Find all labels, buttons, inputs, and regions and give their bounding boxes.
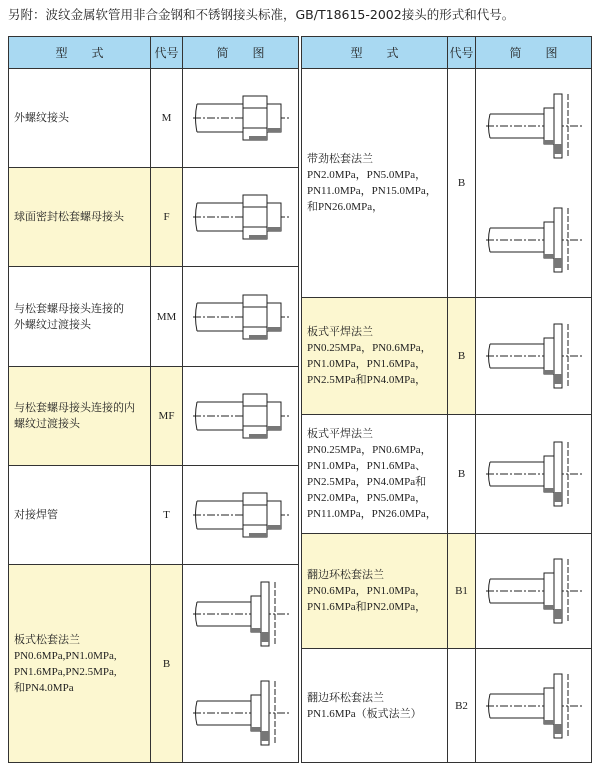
right-row-1-plate-slip-on-flange-cell [475, 297, 592, 415]
left-row-4-butt-weld-pipe-cell [182, 465, 299, 565]
left-row-4-butt-weld-pipe-drawing [193, 479, 289, 551]
left-row-3-type: 与松套螺母接头连接的内 螺纹过渡接头 [8, 366, 151, 466]
left-row-2-male-adapter-drawing [193, 281, 289, 353]
header-code: 代号 [150, 36, 183, 69]
right-row-1-type: 板式平焊法兰 PN0.25MPa，PN0.6MPa， PN1.0MPa，PN1.6MPa， PN2.5MPa和PN4.0MPa， [301, 297, 448, 415]
left-row-1-code: F [150, 167, 183, 267]
left-row-0-type: 外螺纹接头 [8, 68, 151, 168]
left-row-5-plate-loose-flange-drawing [193, 677, 289, 749]
page-title: 另附：波纹金属软管用非合金钢和不锈钢接头标准，GB/T18615-2002接头的形式和代号。 [8, 7, 515, 22]
left-row-3-female-adapter-drawing [193, 380, 289, 452]
right-row-2-plate-slip-on-flange-2-cell [475, 414, 592, 534]
left-row-4-code: T [150, 465, 183, 565]
right-row-2-type: 板式平焊法兰 PN0.25MPa，PN0.6MPa， PN1.0MPa，PN1.6MPa、 PN2.5MPa，PN4.0MPa和 PN2.0MPa，PN5.0MPa， PN11.0MPa，PN26.0MPa， [301, 414, 448, 534]
right-row-0-type: 带劲松套法兰 PN2.0MPa，PN5.0MPa， PN11.0MPa，PN15.0MPa， 和PN26.0MPa， [301, 68, 448, 298]
right-row-4-lap-joint-plate-flange-drawing [486, 670, 582, 742]
right-row-3-code: B1 [447, 533, 476, 649]
right-row-0-neck-loose-flange-cell [475, 68, 592, 298]
left-row-4-type: 对接焊管 [8, 465, 151, 565]
right-row-2-code: B [447, 414, 476, 534]
right-row-0-neck-loose-flange-drawing [486, 204, 582, 276]
right-row-1-code: B [447, 297, 476, 415]
header-type: 型 式 [8, 36, 151, 69]
right-row-1-plate-slip-on-flange-drawing [486, 320, 582, 392]
right-row-4-code: B2 [447, 648, 476, 763]
header-diagram-right: 简 图 [475, 36, 592, 69]
left-row-5-code: B [150, 564, 183, 763]
header-code-right: 代号 [447, 36, 476, 69]
left-row-2-code: MM [150, 266, 183, 367]
right-row-3-lap-joint-flange-cell [475, 533, 592, 649]
left-row-0-external-thread-fitting-cell [182, 68, 299, 168]
left-row-1-type: 球面密封松套螺母接头 [8, 167, 151, 267]
left-row-1-spherical-seal-nut-fitting-cell [182, 167, 299, 267]
left-row-1-spherical-seal-nut-fitting-drawing [193, 181, 289, 253]
left-row-5-type: 板式松套法兰 PN0.6MPa,PN1.0MPa, PN1.6MPa,PN2.5MPa, 和PN4.0MPa [8, 564, 151, 763]
right-row-2-plate-slip-on-flange-2-drawing [486, 438, 582, 510]
left-row-3-code: MF [150, 366, 183, 466]
right-row-0-code: B [447, 68, 476, 298]
left-row-2-type: 与松套螺母接头连接的 外螺纹过渡接头 [8, 266, 151, 367]
header-type-right: 型 式 [301, 36, 448, 69]
right-row-3-type: 翻边环松套法兰 PN0.6MPa，PN1.0MPa， PN1.6MPa和PN2.0MPa， [301, 533, 448, 649]
header-diagram: 简 图 [182, 36, 299, 69]
left-row-3-female-adapter-cell [182, 366, 299, 466]
left-row-0-code: M [150, 68, 183, 168]
right-row-4-lap-joint-plate-flange-cell [475, 648, 592, 763]
left-row-2-male-adapter-cell [182, 266, 299, 367]
left-row-0-external-thread-fitting-drawing [193, 82, 289, 154]
left-row-5-plate-loose-flange-cell [182, 564, 299, 763]
left-row-5-plate-loose-flange-drawing [193, 578, 289, 650]
right-row-0-neck-loose-flange-drawing [486, 90, 582, 162]
right-row-4-type: 翻边环松套法兰 PN1.6MPa（板式法兰） [301, 648, 448, 763]
right-row-3-lap-joint-flange-drawing [486, 555, 582, 627]
